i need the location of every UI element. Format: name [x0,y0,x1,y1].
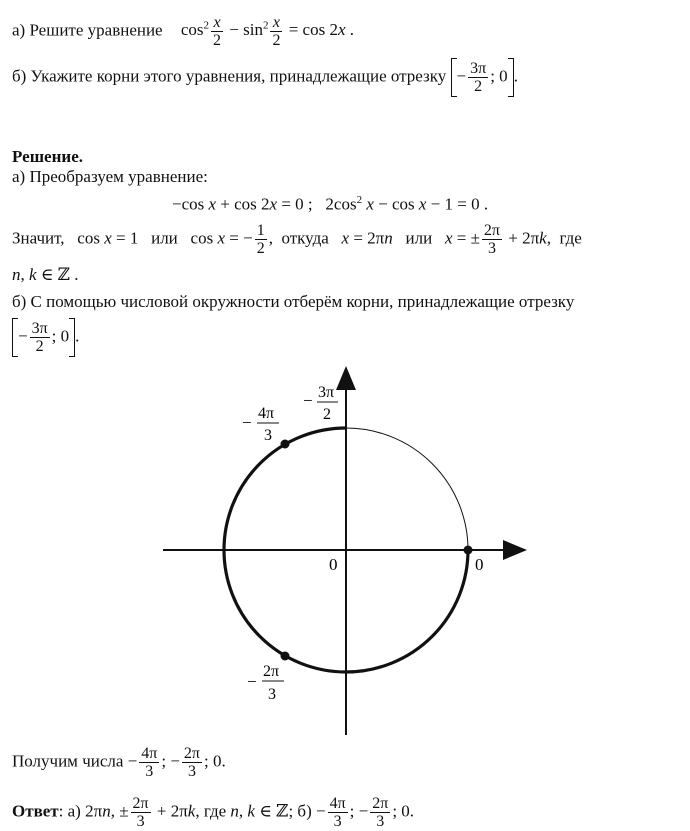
answer: Ответ: а) 2πn, ± $\frac{2\pi}{3}$ + 2πk, где n, k ∈ ℤ; б) − $\frac{4\pi}{3}$ ; − $\frac{2\pi}{3}$ ; 0. [12,795,415,830]
point-zero [464,546,473,555]
solution-heading: Решение. [12,147,83,166]
svg-text:3: 3 [264,427,272,444]
solution-a-intro: а) Преобразуем уравнение: [12,167,208,186]
task-b-interval: − $\frac{3\pi}{2}$ ; 0 [451,60,514,95]
task-b-label: б) Укажите корни этого уравнения, принадлежащие отрезку [12,66,447,86]
svg-text:3: 3 [268,686,276,703]
solution-result: Получим числа − $\frac{4\pi}{3}$ ; − $\frac{2\pi}{3}$ ; 0. [12,745,226,780]
solution-domain: n, k ∈ ℤ . [12,265,79,284]
solution-roots: Значит, cos x = 1 или cos x = − $\frac{1}{2}$ , откуда x = 2πn или x = ± $\frac{2\pi}{3}$ + 2πk, где [12,222,582,257]
task-a-label: а) Решите уравнение [12,20,163,40]
label-right-zero: 0 [475,555,484,574]
svg-text:3π: 3π [318,384,335,401]
svg-text:2π: 2π [263,663,280,680]
svg-text:−: − [247,672,257,691]
solution-b-intro: б) С помощью числовой окружности отберём корни, принадлежащие отрезку [12,292,575,311]
label-2pi-3 [247,663,284,703]
number-circle-diagram [0,360,690,740]
svg-text:4π: 4π [258,405,275,422]
task-a [12,14,680,49]
svg-text:2: 2 [323,406,331,423]
solution-b-interval: − $\frac{3\pi}{2}$ ; 0 . [12,320,680,355]
answer-label: Ответ [12,801,59,821]
task-a-equation: $\cos^2$ $\frac{x}{2}$ − $\sin^2$ $\frac{x}{2}$ = cos 2x . [180,14,355,49]
point-4pi-3 [281,440,290,449]
svg-text:−: − [303,391,313,410]
label-4pi-3 [242,405,279,444]
label-origin: 0 [329,555,338,574]
solution-a-equation: −cos x + cos 2x = 0 ; $2\cos^2$ x − cos x − 1 = 0 . [172,194,489,214]
svg-text:−: − [242,413,252,432]
label-3pi-2 [303,384,338,423]
task-b: б) Укажите корни этого уравнения, принадлежащие отрезку − $\frac{3\pi}{2}$ ; 0 . [12,60,518,95]
point-2pi-3 [281,652,290,661]
